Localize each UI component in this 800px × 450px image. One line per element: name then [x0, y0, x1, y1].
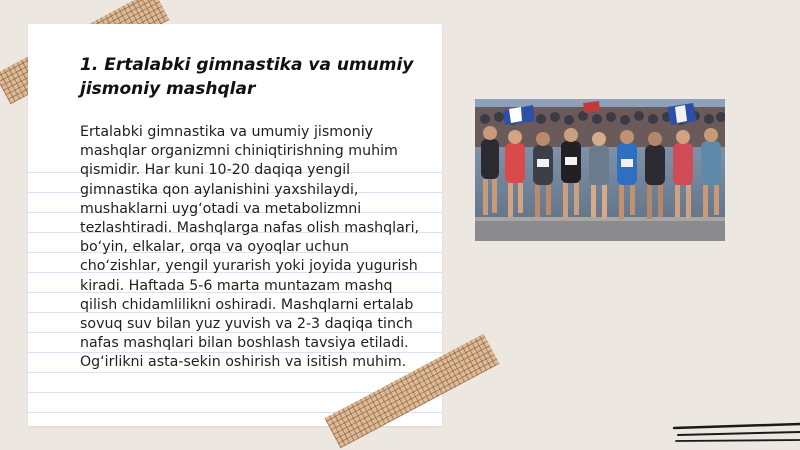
slide-body-text: Ertalabki gimnastika va umumiy jismoniy mashqlar organizmni chiniqtirishning muhim qismidir. Har kuni 10-20 daqiqa yengil gimnastika qon aylanishini yaxshilaydi, mushaklarni uyg‘otadi va metabolizmni tezlashtiradi. Mashqlarga nafas olish mashqlari, bo‘yin, elkalar, orqa va oyoqlar uchun cho‘zishlar, yengil yurarish yoki joyida yugurish kiradi. Haftada 5-6 marta muntazam mashq qilish chidamlilikni oshiradi. Mashqlarni ertalab sovuq suv bilan yuz yuvish va 2-3 daqiqa tinch nafas mashqlari bilan boshlash tavsiya etiladi. Og‘irlikni asta-sekin oshirish va isitish muhim.: [80, 124, 420, 371]
decorative-lines: [672, 420, 800, 450]
marathon-runners-illustration: [475, 99, 725, 241]
marathon-runners-photo: [475, 99, 725, 241]
slide-title: 1. Ertalabki gimnastika va umumiy jismoniy mashqlar: [80, 55, 414, 99]
